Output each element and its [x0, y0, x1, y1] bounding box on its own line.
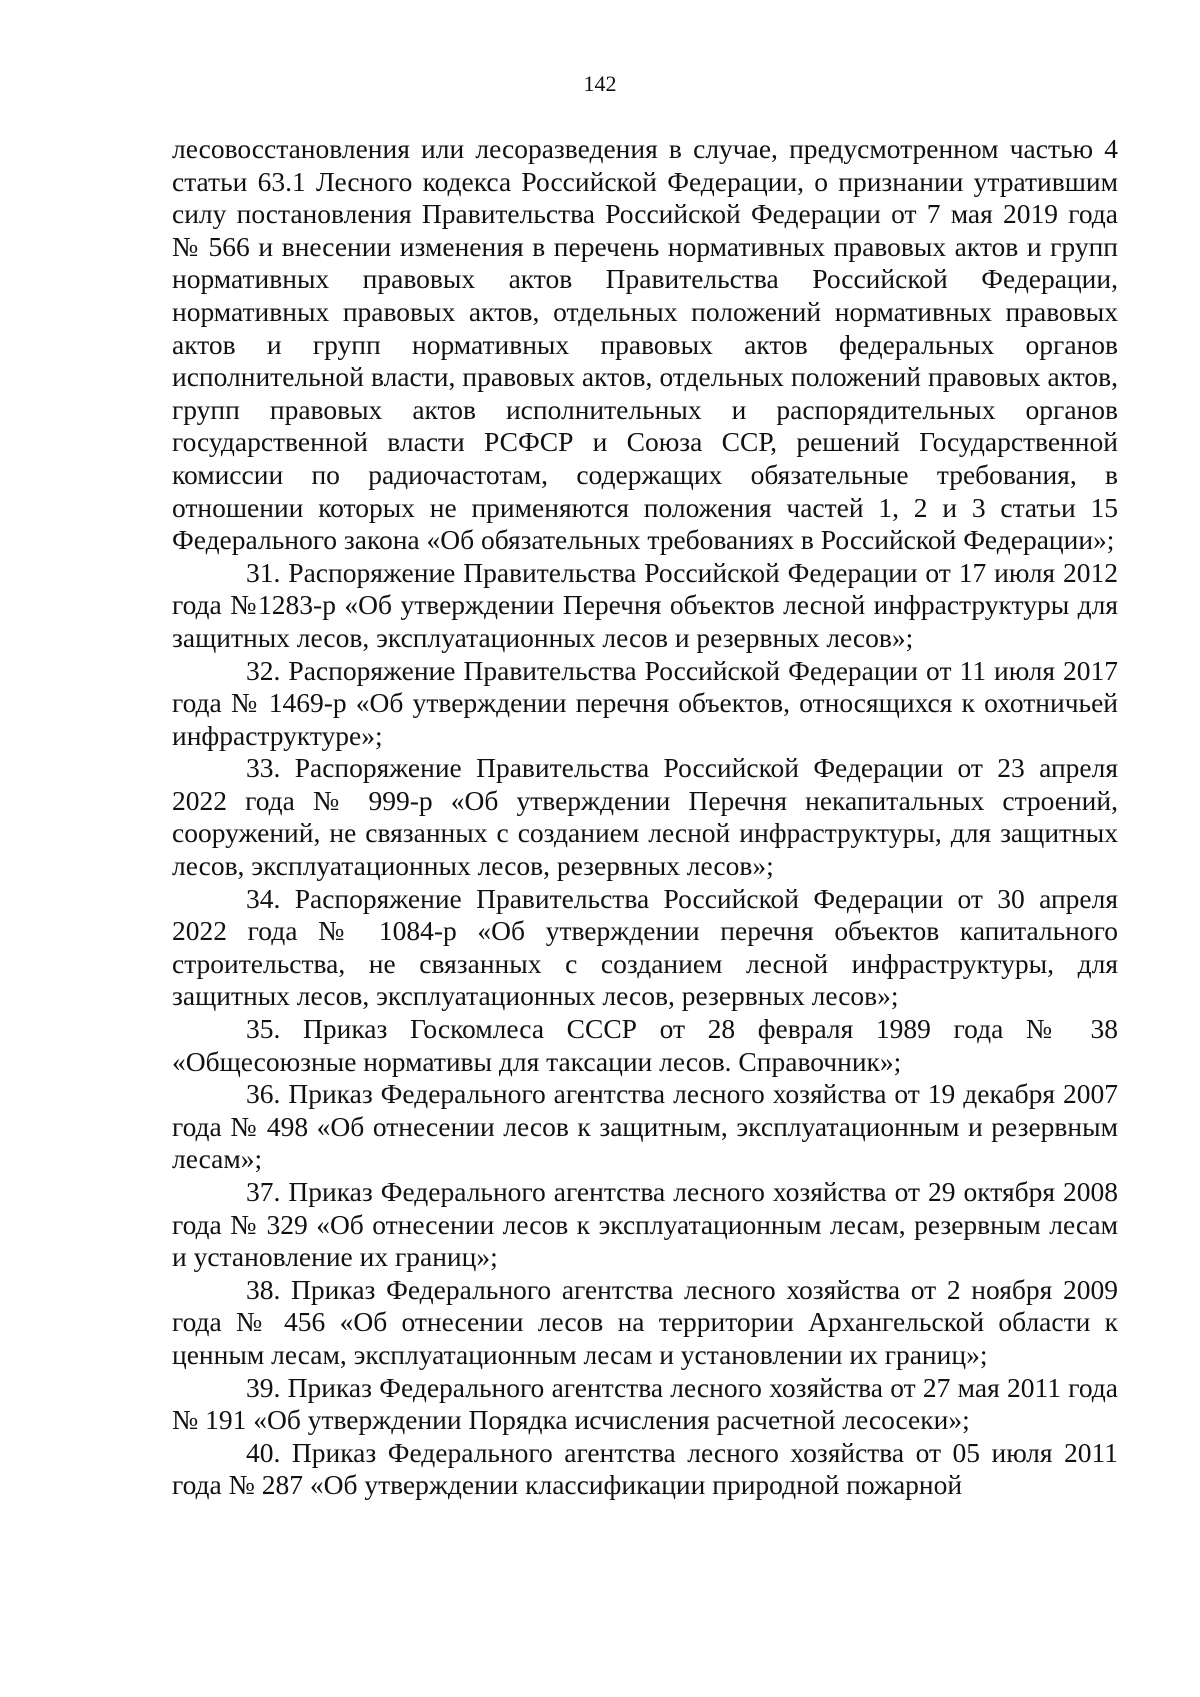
paragraph-30-continued: лесовосстановления или лесоразведения в случае, предусмотренном частью 4 статьи 63.1 Лесного кодекса Российской Федерации, о признании утратившим силу постановления Правительства Российской Федерации от 7 мая 2019 года № 566 и внесении изменения в перечень нормативных правовых актов и групп нормативных правовых актов Правительства Российской Федерации, нормативных правовых актов, отдельных положений нормативных правовых актов и групп нормативных правовых актов федеральных органов исполнительной власти, правовых актов, отдельных положений правовых актов, групп правовых актов исполнительных и распорядительных органов государственной власти РСФСР и Союза ССР, решений Государственной комиссии по радиочастотам, содержащих обязательные требования, в отношении которых не применяются положения частей 1, 2 и 3 статьи 15 Федерального закона «Об обязательных требованиях в Российской Федерации»;: [172, 133, 1118, 556]
paragraph-38: 38. Приказ Федерального агентства лесного хозяйства от 2 ноября 2009 года № 456 «Об отнесении лесов на территории Архангельской области к ценным лесам, эксплуатационным лесам и установлении их границ»;: [172, 1273, 1118, 1370]
paragraph-40: 40. Приказ Федерального агентства лесного хозяйства от 05 июля 2011 года № 287 «Об утверждении классификации природной пожарной: [172, 1436, 1118, 1501]
paragraph-32: 32. Распоряжение Правительства Российской Федерации от 11 июля 2017 года № 1469-р «Об утверждении перечня объектов, относящихся к охотничьей инфраструктуре»;: [172, 654, 1118, 751]
paragraph-36: 36. Приказ Федерального агентства лесного хозяйства от 19 декабря 2007 года № 498 «Об отнесении лесов к защитным, эксплуатационным и резервным лесам»;: [172, 1078, 1118, 1175]
page-number: 142: [583, 71, 617, 96]
paragraph-34: 34. Распоряжение Правительства Российской Федерации от 30 апреля 2022 года № 1084-р «Об утверждении перечня объектов капитального строительства, не связанных с созданием лесной инфраструктуры, для защитных лесов, эксплуатационных лесов, резервных лесов»;: [172, 882, 1118, 1012]
paragraph-37: 37. Приказ Федерального агентства лесного хозяйства от 29 октября 2008 года № 329 «Об отнесении лесов к эксплуатационным лесам, резервным лесам и установление их границ»;: [172, 1176, 1118, 1273]
paragraph-39: 39. Приказ Федерального агентства лесного хозяйства от 27 мая 2011 года № 191 «Об утверждении Порядка исчисления расчетной лесосеки»;: [172, 1371, 1118, 1436]
paragraph-35: 35. Приказ Госкомлеса СССР от 28 февраля 1989 года № 38 «Общесоюзные нормативы для таксации лесов. Справочник»;: [172, 1013, 1118, 1077]
paragraph-31: 31. Распоряжение Правительства Российской Федерации от 17 июля 2012 года №1283-р «Об утверждении Перечня объектов лесной инфраструктуры для защитных лесов, эксплуатационных лесов и резервных лесов»;: [172, 556, 1118, 653]
paragraph-33: 33. Распоряжение Правительства Российской Федерации от 23 апреля 2022 года № 999-р «Об утверждении Перечня некапитальных строений, сооружений, не связанных с созданием лесной инфраструктуры, для защитных лесов, эксплуатационных лесов, резервных лесов»;: [172, 752, 1118, 882]
document-body: [172, 133, 1118, 1502]
